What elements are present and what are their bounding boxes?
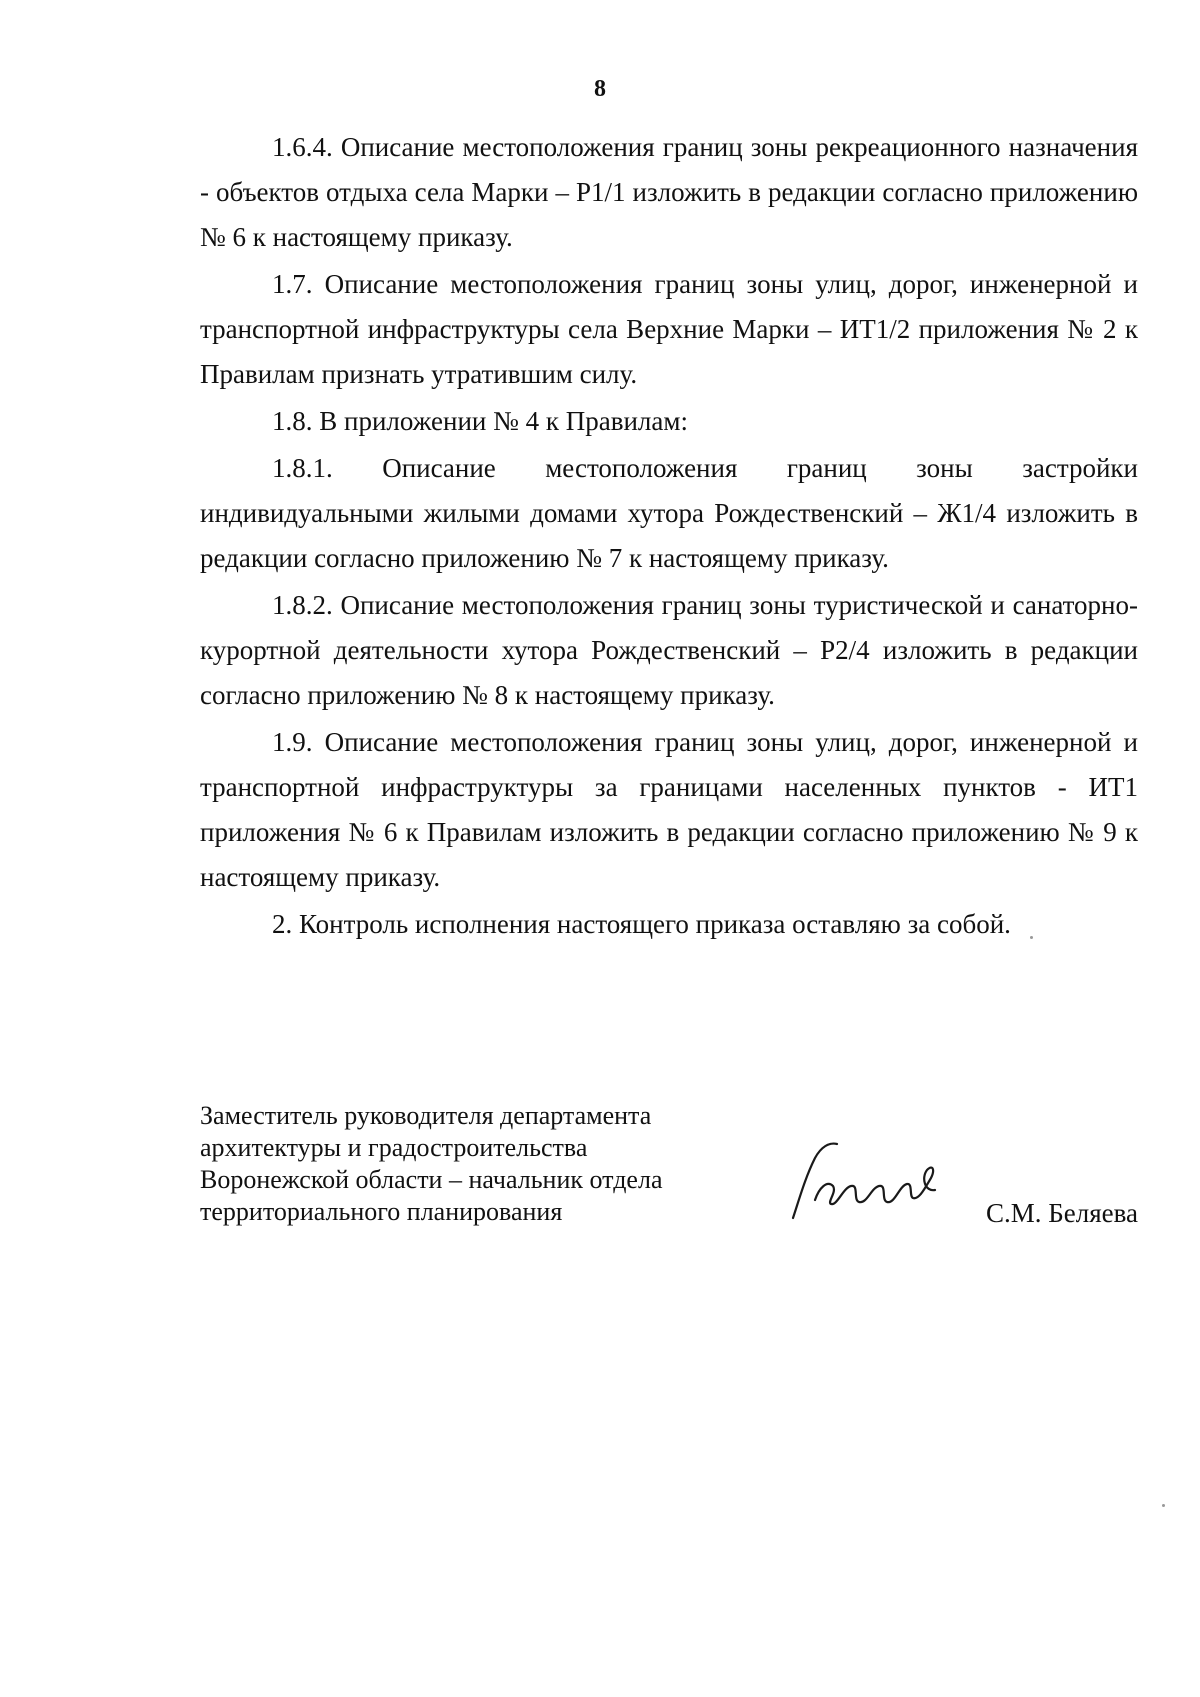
signer-title-line: Воронежской области – начальник отдела — [200, 1165, 663, 1194]
signer-title-line: территориального планирования — [200, 1197, 563, 1226]
document-body — [200, 125, 1138, 949]
paragraph-2: 2. Контроль исполнения настоящего приказа оставляю за собой. — [272, 909, 1011, 939]
signature-block — [200, 1100, 1138, 1240]
handwritten-signature — [775, 1130, 950, 1225]
paragraph-1-8-2: 1.8.2. Описание местоположения границ зоны туристической и санаторно-курортной деятельности хутора Рождественский – Р2/4 изложить в редакции согласно приложению № 8 к настоящему приказу. — [200, 590, 1138, 710]
scan-speck — [1162, 1504, 1165, 1507]
signer-title-line: архитектуры и градостроительства — [200, 1133, 588, 1162]
paragraph-1-8: 1.8. В приложении № 4 к Правилам: — [272, 406, 688, 436]
signer-name: С.М. Беляева — [985, 1198, 1138, 1228]
paragraph-1-6-4: 1.6.4. Описание местоположения границ зоны рекреационного назначения - объектов отдыха села Марки – Р1/1 изложить в редакции согласно приложению № 6 к настоящему приказу. — [200, 132, 1138, 252]
scan-speck — [1030, 936, 1033, 939]
paragraph-1-7: 1.7. Описание местоположения границ зоны улиц, дорог, инженерной и транспортной инфраструктуры села Верхние Марки – ИТ1/2 приложения № 2 к Правилам признать утратившим силу. — [200, 269, 1138, 389]
page-number: 8 — [594, 76, 606, 102]
paragraph-1-8-1: 1.8.1. Описание местоположения границ зоны застройки индивидуальными жилыми домами хутора Рождественский – Ж1/4 изложить в редакции согласно приложению № 7 к настоящему приказу. — [200, 453, 1138, 573]
paragraph-1-9: 1.9. Описание местоположения границ зоны улиц, дорог, инженерной и транспортной инфраструктуры за границами населенных пунктов - ИТ1 приложения № 6 к Правилам изложить в редакции согласно приложению № 9 к настоящему приказу. — [200, 727, 1138, 892]
signer-title-line: Заместитель руководителя департамента — [200, 1101, 652, 1130]
signer-title — [200, 1100, 760, 1228]
